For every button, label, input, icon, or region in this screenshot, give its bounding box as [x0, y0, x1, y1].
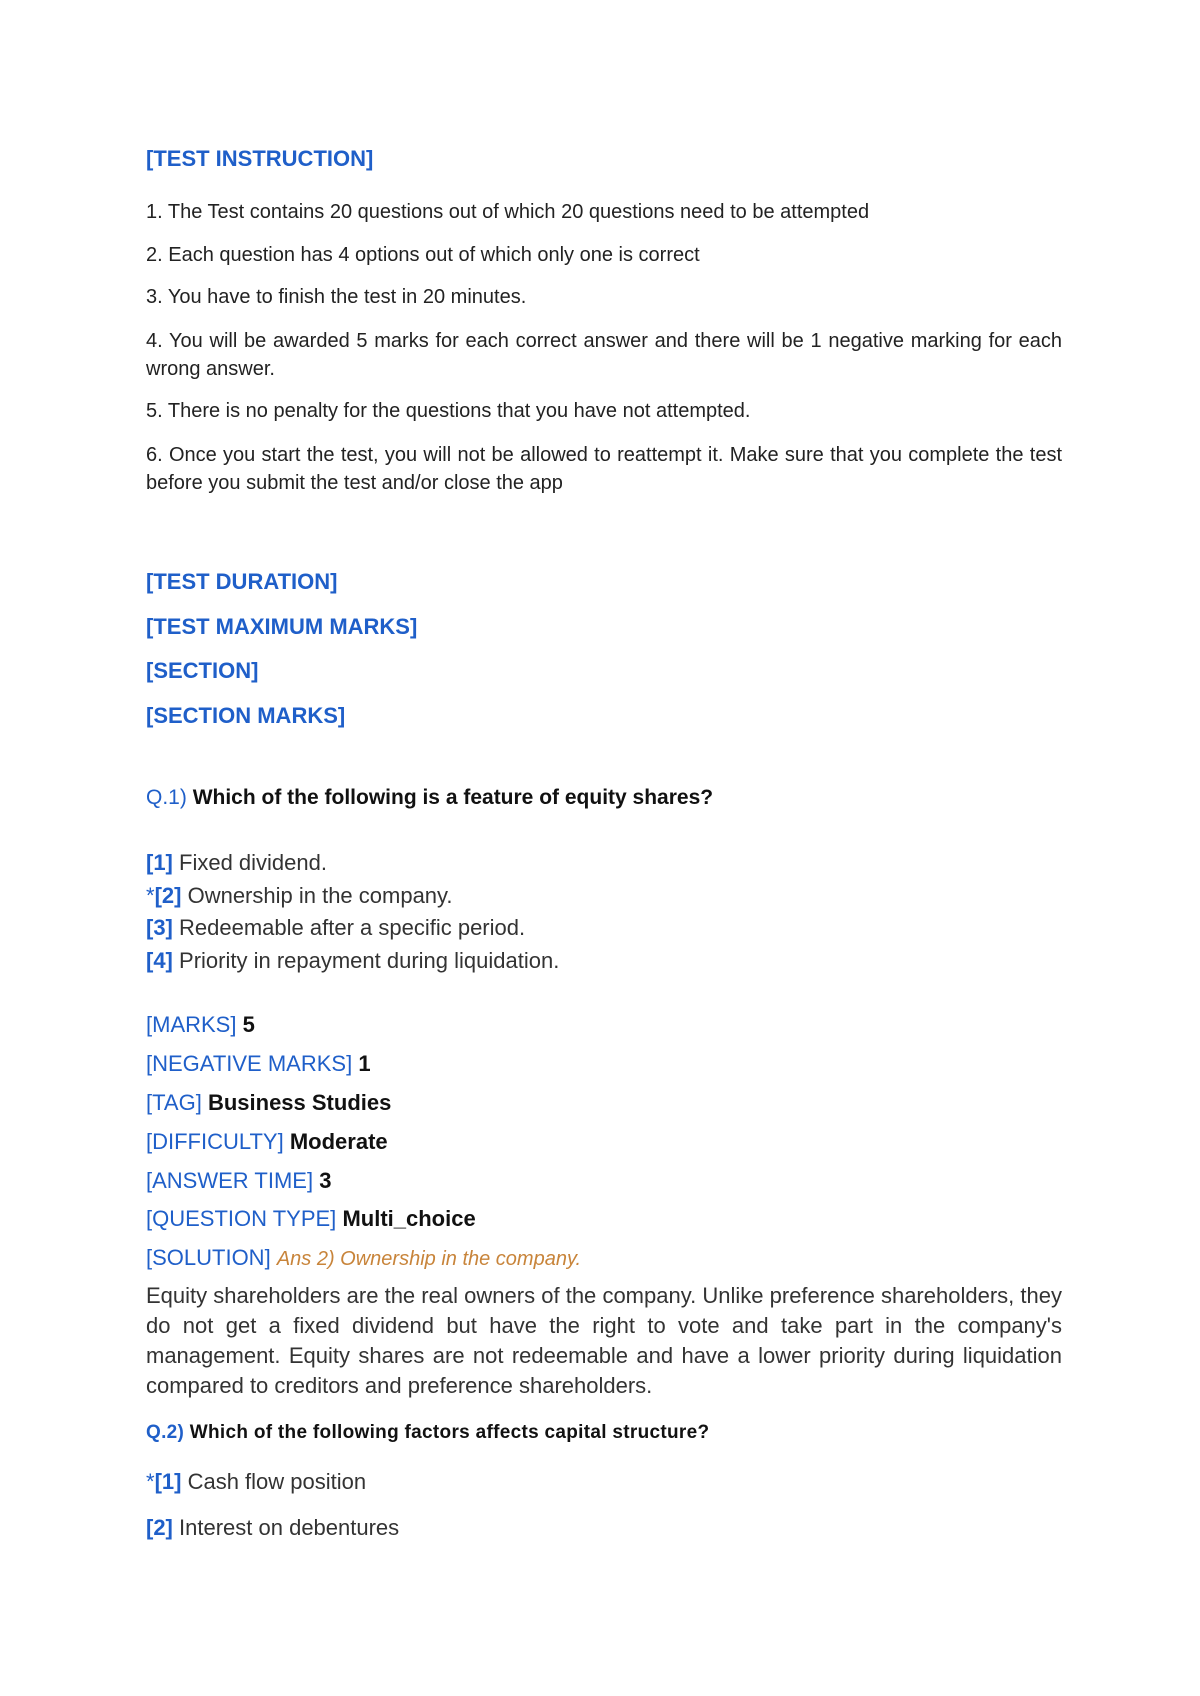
option-tag: [2]: [146, 1515, 173, 1540]
q1-negative-marks: [146, 1051, 1062, 1077]
question-2: [146, 1422, 1062, 1444]
instruction-item-6: 6. Once you start the test, you will not be allowed to reattempt it. Make sure that you complete the test before you submit the test and/or close the app: [146, 444, 1062, 494]
question-text: Which of the following is a feature of equity shares?: [192, 786, 714, 809]
marks-tag: [MARKS]: [146, 1012, 237, 1037]
q1-option-4: [146, 948, 1062, 974]
q1-solution-explanation: Equity shareholders are the real owners of the company. Unlike preference shareholders, they do not get a fixed dividend but have the right to vote and take part in the company's management. Equity shares are not redeemable and have a lower priority during liquidation compared to creditors and preference shareholders.: [146, 1283, 1062, 1398]
difficulty-tag: [DIFFICULTY]: [146, 1129, 284, 1154]
marks-value: 5: [242, 1012, 255, 1037]
question-number: Q.2): [146, 1422, 185, 1443]
q1-tag: [146, 1090, 1062, 1116]
question-1: [146, 786, 1062, 810]
instruction-item-5: 5. There is no penalty for the questions that you have not attempted.: [146, 400, 751, 422]
option-tag: [4]: [146, 948, 173, 973]
option-text: Interest on debentures: [179, 1515, 400, 1540]
option-text: Redeemable after a specific period.: [179, 915, 526, 940]
correct-marker: *: [146, 1469, 155, 1494]
q1-answer-time: [146, 1168, 1062, 1194]
q1-option-1: [146, 850, 1062, 876]
option-text: Ownership in the company.: [187, 883, 453, 908]
instruction-item-4: 4. You will be awarded 5 marks for each correct answer and there will be 1 negative marking for each wrong answer.: [146, 330, 1062, 380]
q2-option-1: [146, 1469, 1062, 1495]
tag-value: Business Studies: [207, 1090, 392, 1115]
option-text: Cash flow position: [187, 1469, 367, 1494]
negative-marks-value: 1: [358, 1051, 371, 1076]
test-max-marks-label: [TEST MAXIMUM MARKS]: [146, 614, 418, 639]
answer-time-tag: [ANSWER TIME]: [146, 1168, 314, 1193]
option-tag: [2]: [154, 883, 182, 908]
option-tag: [1]: [154, 1469, 182, 1494]
option-tag: [3]: [146, 915, 173, 940]
negative-marks-tag: [NEGATIVE MARKS]: [146, 1051, 353, 1076]
instruction-item-1: 1. The Test contains 20 questions out of which 20 questions need to be attempted: [146, 201, 870, 223]
q2-option-2: [146, 1515, 1062, 1541]
option-tag: [1]: [146, 850, 173, 875]
question-text: Which of the following factors affects capital structure?: [189, 1422, 710, 1443]
question-type-value: Multi_choice: [342, 1206, 476, 1231]
question-number: Q.1): [146, 786, 187, 809]
option-text: Priority in repayment during liquidation.: [179, 948, 560, 973]
q1-option-3: [146, 915, 1062, 941]
instruction-item-2: 2. Each question has 4 options out of which only one is correct: [146, 244, 700, 266]
tag-label: [TAG]: [146, 1090, 202, 1115]
correct-marker: *: [146, 883, 155, 908]
q1-difficulty: [146, 1129, 1062, 1155]
question-type-tag: [QUESTION TYPE]: [146, 1206, 337, 1231]
answer-time-value: 3: [319, 1168, 332, 1193]
section-label: [SECTION]: [146, 658, 259, 683]
q1-question-type: [146, 1206, 1062, 1232]
instruction-item-3: 3. You have to finish the test in 20 minutes.: [146, 286, 527, 308]
test-duration-label: [TEST DURATION]: [146, 569, 338, 594]
difficulty-value: Moderate: [289, 1129, 388, 1154]
option-text: Fixed dividend.: [179, 850, 327, 875]
test-instruction-heading: [TEST INSTRUCTION]: [146, 146, 374, 171]
q1-marks: [146, 1012, 1062, 1038]
q1-solution: [146, 1245, 1062, 1271]
solution-answer: Ans 2) Ownership in the company.: [276, 1248, 582, 1270]
section-marks-label: [SECTION MARKS]: [146, 703, 346, 728]
q1-option-2: [146, 883, 1062, 909]
solution-tag: [SOLUTION]: [146, 1245, 271, 1270]
